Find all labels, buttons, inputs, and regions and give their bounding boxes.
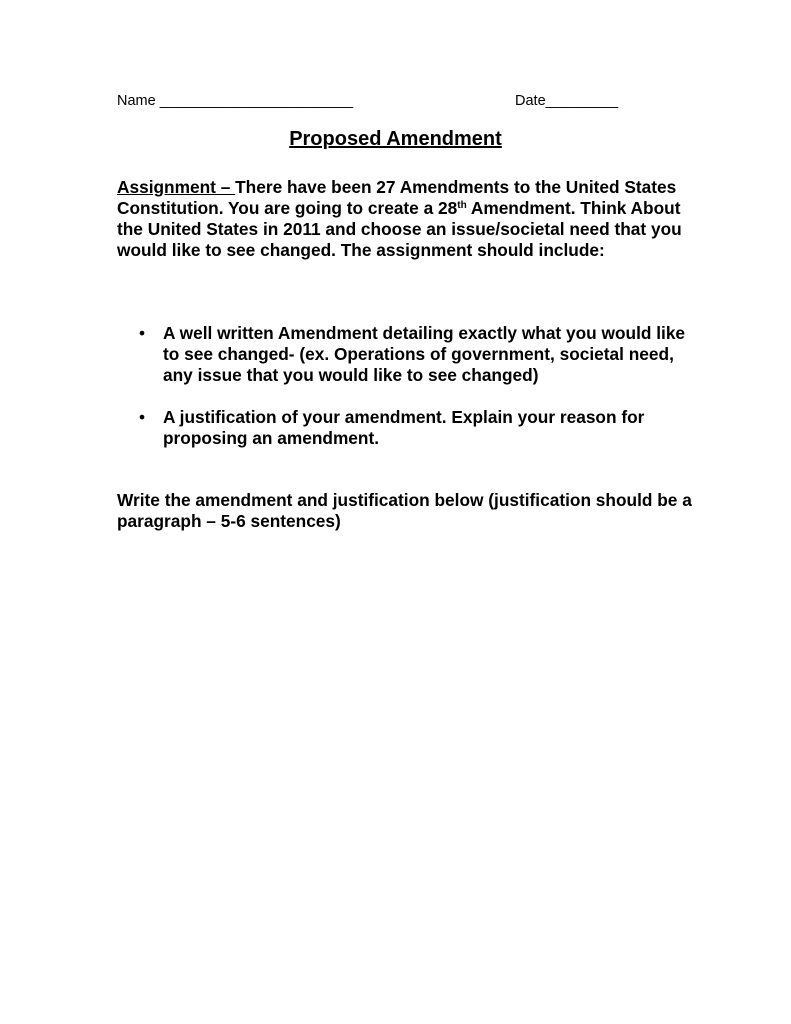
requirements-list [117, 323, 692, 470]
bullet-icon: • [139, 323, 146, 343]
date-field-label: Date_________ [515, 93, 619, 109]
assignment-text-part1: There have been 27 Amendments to the United States Constitution. You are going to create a 28 [117, 177, 677, 218]
assignment-paragraph [117, 177, 692, 261]
assignment-text-part2: Amendment. Think About the United States in 2011 and choose an issue/societal need that you would like to see changed. The assignment should include: [117, 198, 682, 260]
ordinal-superscript: th [457, 200, 467, 211]
header-line [117, 93, 637, 113]
list-item [117, 323, 692, 386]
name-field-label: Name ________________________ [117, 93, 354, 109]
bullet-icon: • [139, 407, 146, 427]
instructions-paragraph: Write the amendment and justification below (justification should be a paragraph – 5-6 sentences) [117, 490, 692, 531]
list-item [117, 407, 692, 449]
list-item-text: A well written Amendment detailing exactly what you would like to see changed- (ex. Operations of government, societal need, any issue that you would like to see changed) [163, 323, 686, 385]
assignment-label: Assignment – [117, 177, 236, 197]
list-item-text: A justification of your amendment. Explain your reason for proposing an amendment. [163, 407, 645, 448]
page-title: Proposed Amendment [289, 128, 502, 150]
